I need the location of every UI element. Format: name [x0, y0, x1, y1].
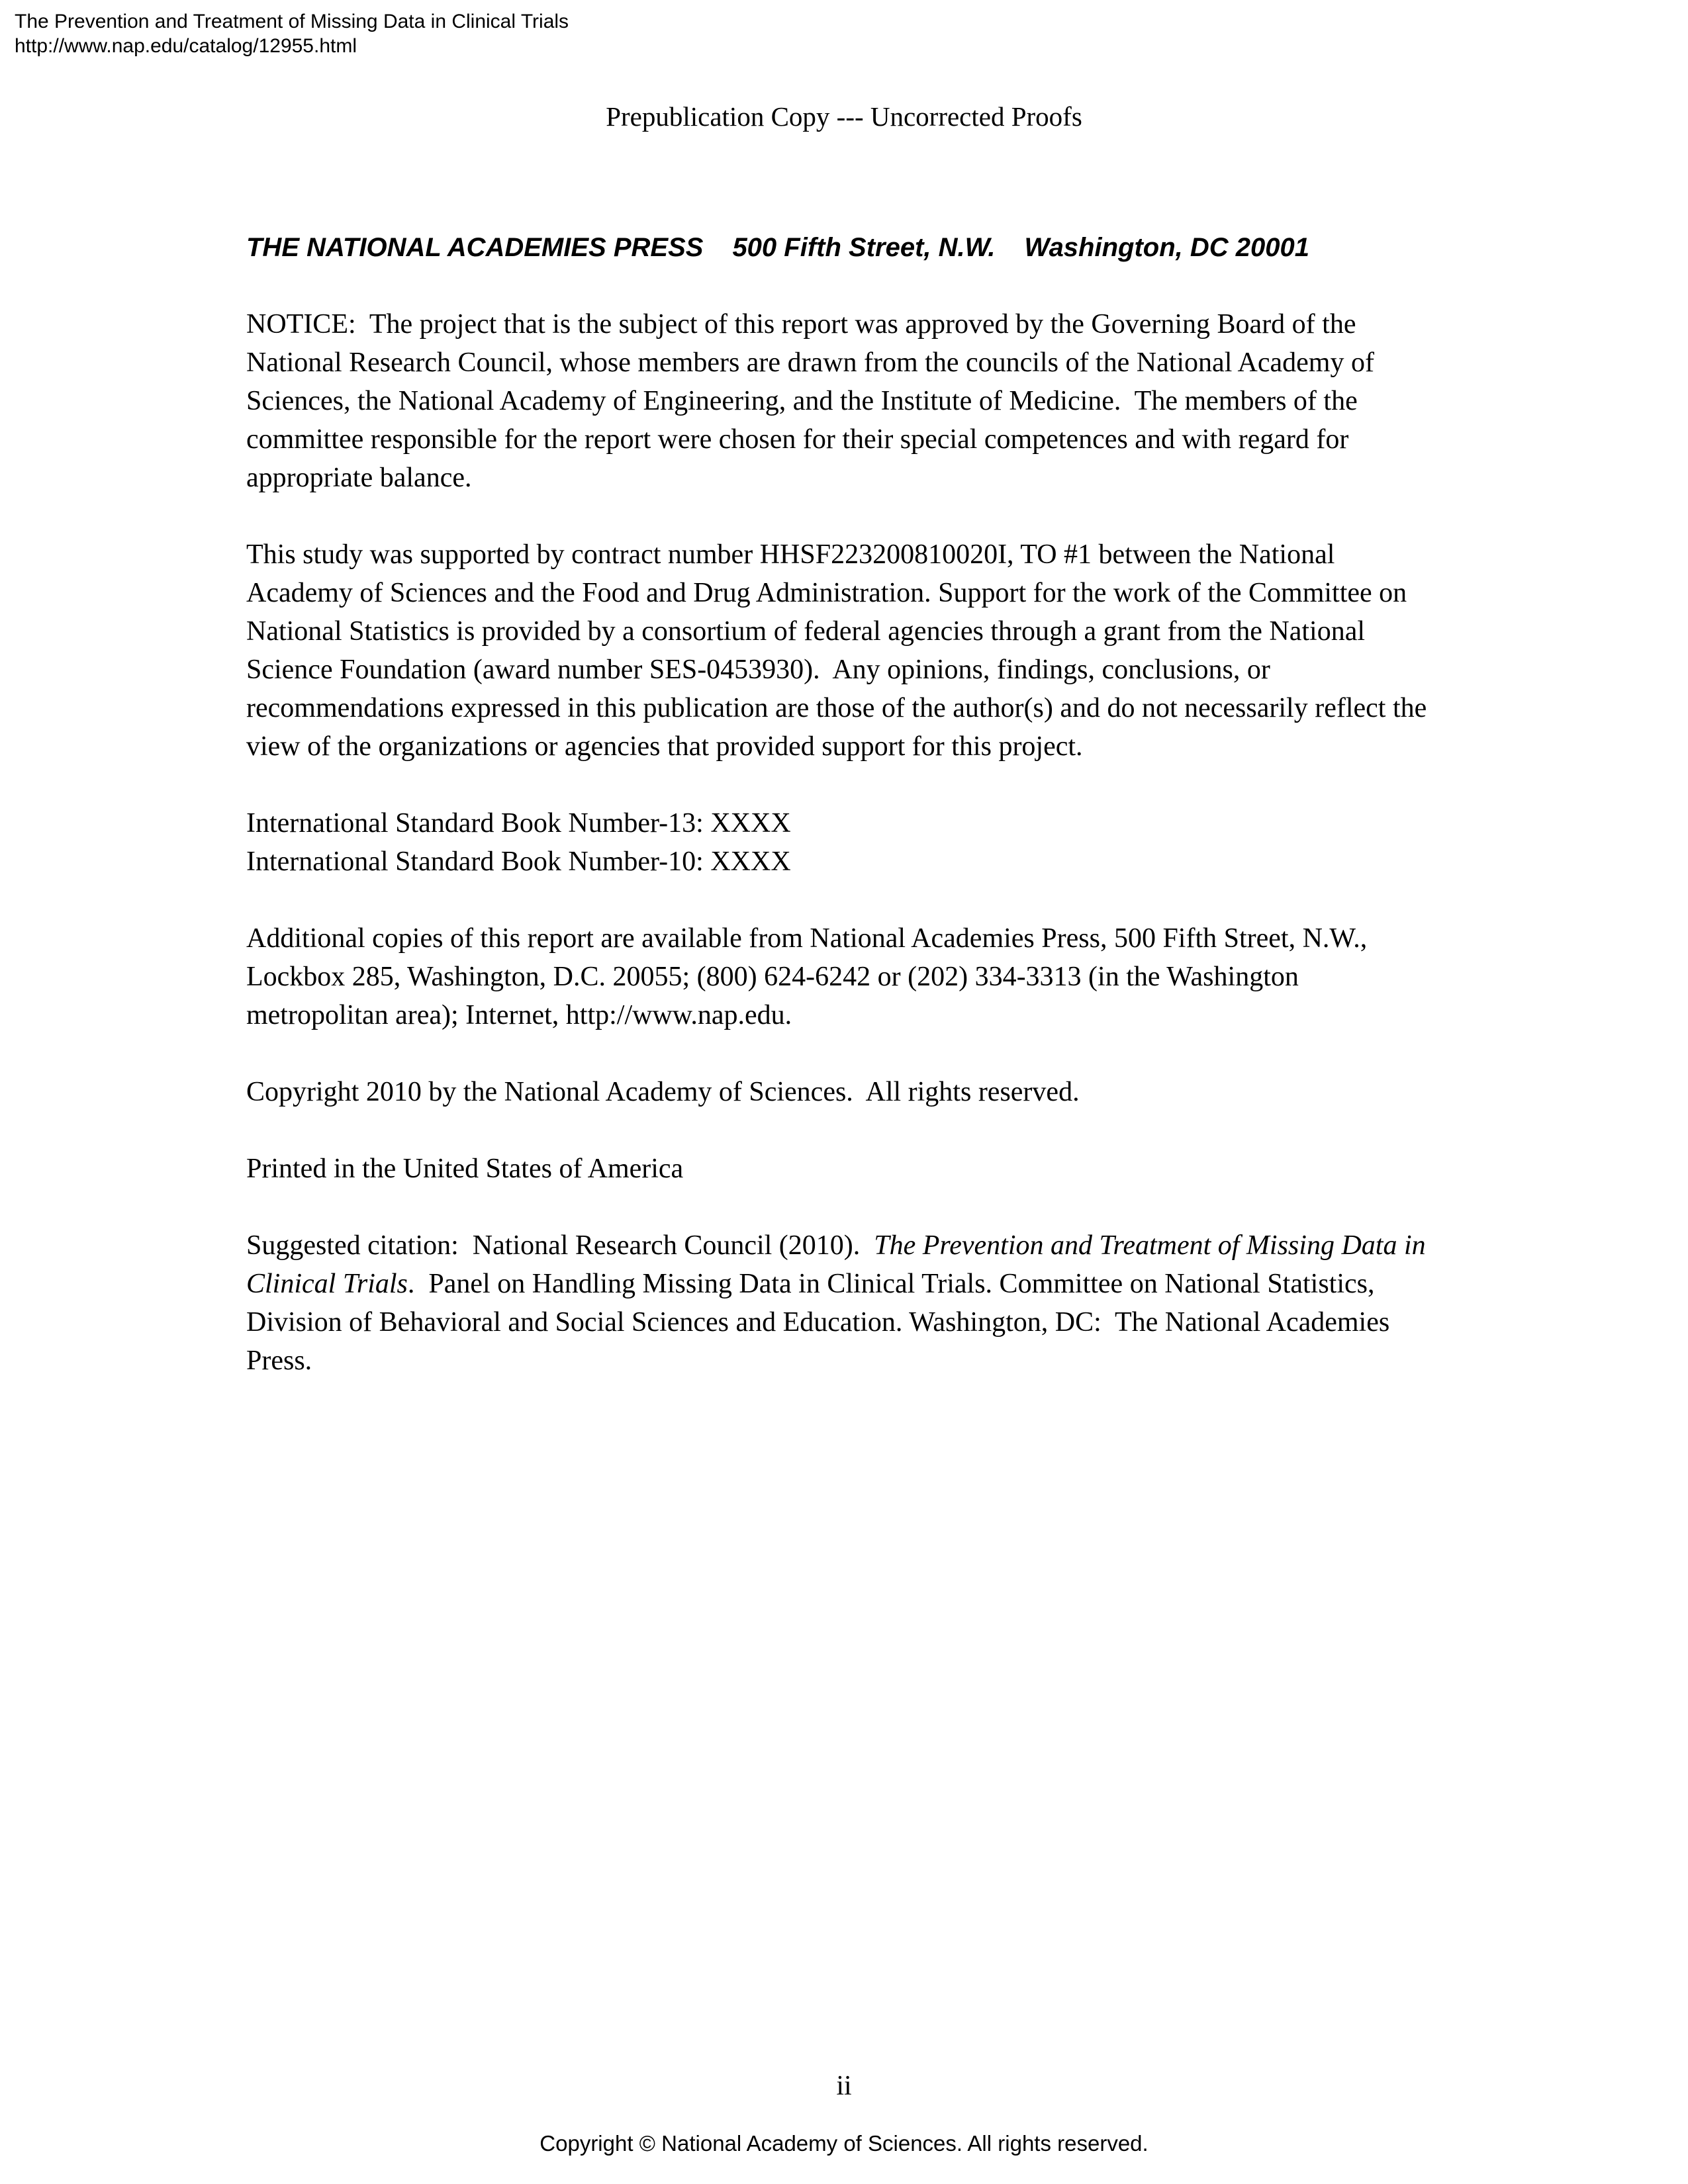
- proof-notice: Prepublication Copy --- Uncorrected Proofs: [606, 101, 1082, 132]
- publisher-name: THE NATIONAL ACADEMIES PRESS: [246, 233, 704, 262]
- notice-paragraph: NOTICE: The project that is the subject of this report was approved by the Governing Board of the National Research Council, whose members are drawn from the councils of the National Academy of Sciences, the National Academy of Engineering, and the Institute of Medicine. The members of the committee responsible for the report were chosen for their special competences and with regard for appropriate balance.: [246, 309, 1382, 493]
- footer-copyright: Copyright © National Academy of Sciences. All rights reserved.: [539, 2131, 1149, 2156]
- page-number: ii: [836, 2071, 852, 2101]
- isbn-13-line: International Standard Book Number-13: XXXX: [246, 808, 791, 839]
- citation-suffix: . Panel on Handling Missing Data in Clinical Trials. Committee on National Statistics, Division of Behavioral and Social Sciences and Education. Washington, DC: The National Academies Press.: [246, 1269, 1397, 1376]
- copyright-paragraph: Copyright 2010 by the National Academy of Sciences. All rights reserved.: [246, 1077, 1080, 1107]
- publisher-line: [246, 228, 1431, 267]
- publisher-address: 500 Fifth Street, N.W.: [732, 233, 996, 262]
- support-paragraph: This study was supported by contract number HHSF223200810020I, TO #1 between the National Academy of Sciences and the Food and Drug Administration. Support for the work of the Committee on National Statistics is provided by a consortium of federal agencies through a grant from the National Science Foundation (award number SES-0453930). Any opinions, findings, conclusions, or recommendations expressed in this publication are those of the author(s) and do not necessarily reflect the view of the organizations or agencies that provided support for this project.: [246, 539, 1434, 762]
- citation-paragraph: [246, 1226, 1431, 1380]
- header-doc-url: http://www.nap.edu/catalog/12955.html: [15, 35, 357, 57]
- printed-paragraph: Printed in the United States of America: [246, 1154, 684, 1184]
- publisher-city: Washington, DC 20001: [1024, 233, 1309, 262]
- citation-prefix: Suggested citation: National Research Council (2010).: [246, 1230, 874, 1261]
- page-header: [15, 9, 569, 58]
- isbn-block: [246, 804, 1431, 881]
- availability-paragraph: Additional copies of this report are available from National Academies Press, 500 Fifth Street, N.W., Lockbox 285, Washington, D.C. 20055; (800) 624-6242 or (202) 334-3313 (in the Washington metropolitan area); Internet, http://www.nap.edu.: [246, 923, 1374, 1030]
- page-content: [246, 228, 1434, 1418]
- citation-book-title: The Prevention and Treatment of Missing Data in Clinical Trials: [246, 1230, 1433, 1299]
- isbn-10-line: International Standard Book Number-10: XXXX: [246, 846, 791, 877]
- header-doc-title: The Prevention and Treatment of Missing Data in Clinical Trials: [15, 11, 569, 32]
